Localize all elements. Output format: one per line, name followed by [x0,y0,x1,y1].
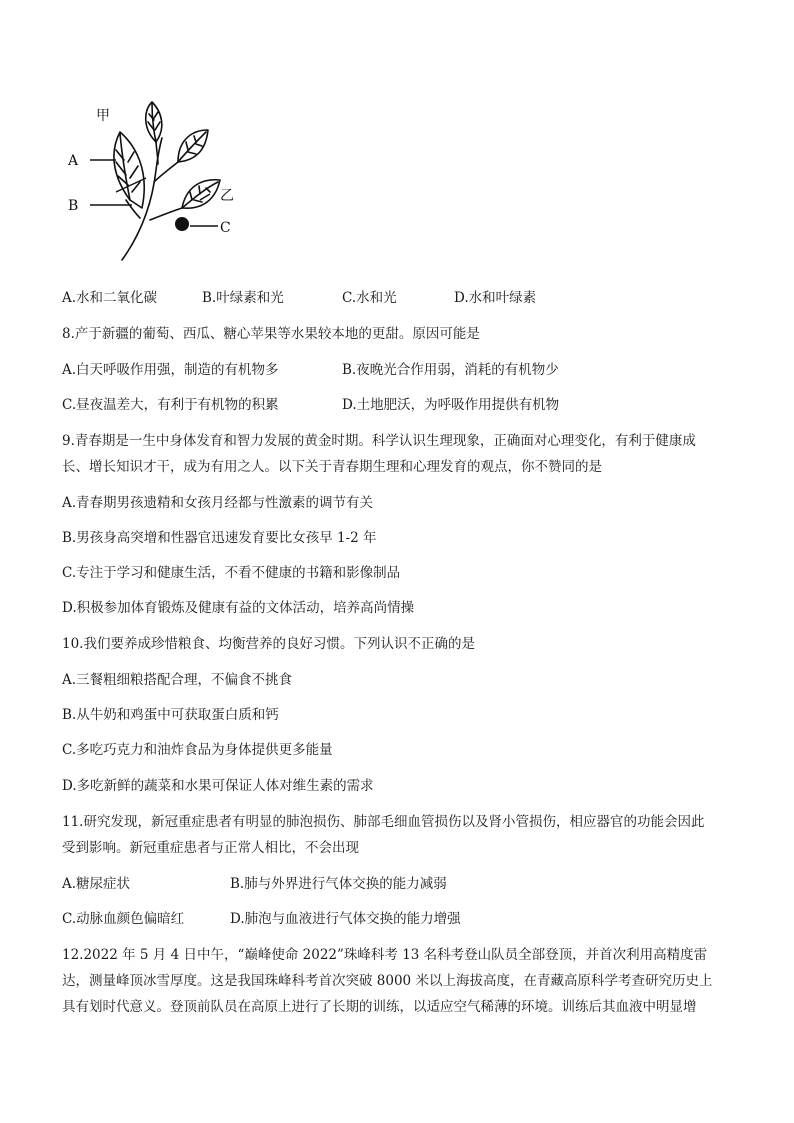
q11-option-d[interactable]: D.肺泡与血液进行气体交换的能力增强 [230,911,461,927]
q10-option-b[interactable]: B.从牛奶和鸡蛋中可获取蛋白质和钙 [62,707,279,723]
label-a: A [68,153,79,169]
q12-stem-line2: 达，测量峰顶冰雪厚度。这是我国珠峰科考首次突破 8000 米以上海拔高度，在青藏高原科学考查研究历史上 [62,973,713,989]
q11-option-a[interactable]: A.糖尿症状 [62,876,131,892]
q11-option-c[interactable]: C.动脉血颜色偏暗红 [62,911,185,927]
q10-stem: 10.我们要养成珍惜粮食、均衡营养的良好习惯。下列认识不正确的是 [62,636,475,652]
q9-option-d[interactable]: D.积极参加体育锻炼及健康有益的文体活动，培养高尚情操 [62,600,415,616]
q9-option-c[interactable]: C.专注于学习和健康生活，不看不健康的书籍和影像制品 [62,565,401,581]
covered-spot [175,217,189,231]
q11-option-b[interactable]: B.肺与外界进行气体交换的能力减弱 [230,876,447,892]
q8-stem: 8.产于新疆的葡萄、西瓜、糖心苹果等水果较本地的更甜。原因可能是 [62,326,480,342]
q7-option-b[interactable]: B.叶绿素和光 [202,290,284,306]
q8-option-a[interactable]: A.白天呼吸作用强，制造的有机物多 [62,362,279,378]
q7-option-c[interactable]: C.水和光 [342,290,397,306]
q11-stem-line2: 受到影响。新冠重症患者与正常人相比，不会出现 [62,840,359,856]
q11-stem-line1: 11.研究发现，新冠重症患者有明显的肺泡损伤、肺部毛细血管损伤以及肾小管损伤，相应器官的功能会因此 [62,814,705,830]
q9-option-b[interactable]: B.男孩身高突增和性器官迅速发育要比女孩早 1-2 年 [62,530,377,546]
label-jia: 甲 [96,108,110,124]
q7-option-d[interactable]: D.水和叶绿素 [454,290,537,306]
q9-option-a[interactable]: A.青春期男孩遗精和女孩月经都与性激素的调节有关 [62,495,374,511]
q12-stem-line3: 具有划时代意义。登顶前队员在高原上进行了长期的训练，以适应空气稀薄的环境。训练后其血液中明显增 [62,999,697,1015]
label-c: C [220,220,231,236]
stem [122,138,162,260]
q9-stem-line1: 9.青春期是一生中身体发育和智力发展的黄金时期。科学认识生理现象，正确面对心理变化，有利于健康成 [62,433,696,449]
q9-stem-line2: 长、增长知识才干，成为有用之人。以下关于青春期生理和心理发育的观点，你不赞同的是 [62,459,602,475]
q8-option-c[interactable]: C.昼夜温差大，有利于有机物的积累 [62,397,279,413]
q10-option-c[interactable]: C.多吃巧克力和油炸食品为身体提供更多能量 [62,742,333,758]
q7-option-a[interactable]: A.水和二氧化碳 [62,290,158,306]
q8-option-b[interactable]: B.夜晚光合作用弱，消耗的有机物少 [342,362,559,378]
label-b: B [68,198,79,214]
label-yi: 乙 [220,188,234,204]
q10-option-a[interactable]: A.三餐粗细粮搭配合理，不偏食不挑食 [62,672,293,688]
q12-stem-line1: 12.2022 年 5 月 4 日中午，“巅峰使命 2022”珠峰科考 13 名科考登山队员全部登顶，并首次利用高精度雷 [62,947,708,963]
q10-option-d[interactable]: D.多吃新鲜的蔬菜和水果可保证人体对维生素的需求 [62,778,374,794]
q8-option-d[interactable]: D.土地肥沃，为呼吸作用提供有机物 [342,397,560,413]
leaf-diagram [60,100,250,265]
